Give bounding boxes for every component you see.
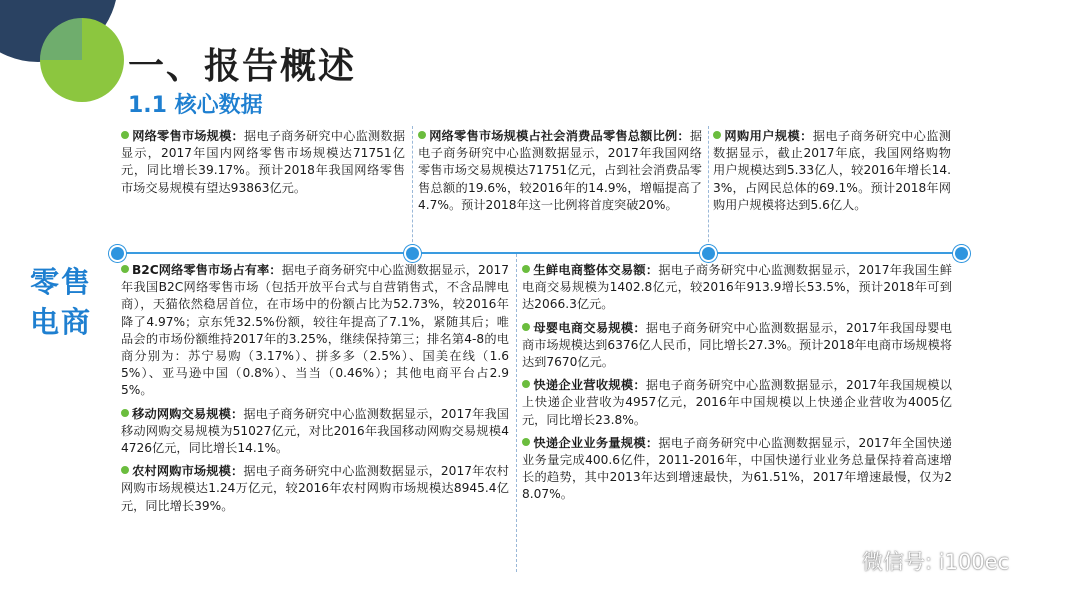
- timeline-node: [109, 245, 126, 262]
- stat-text: 据电子商务研究中心监测数据显示，2017年我国母婴电商市场规模达到6376亿人民币，同比增长27.3%。预计2018年电商市场规模将达到7670亿元。: [522, 320, 952, 370]
- timeline-node: [404, 245, 421, 262]
- stat-heading: 农村网购市场规模：: [132, 464, 244, 479]
- stat-item: [121, 262, 509, 400]
- bullet-icon: [121, 409, 129, 417]
- stat-text: 据电子商务研究中心监测数据显示，2017年全国快递业务量完成400.6亿件，2011-2016年，中国快递行业业务总量保持着高速增长的趋势，其中2013年达到增速最快，为61.51%，2017年增速最慢，仅为28.07%。: [522, 435, 952, 502]
- corner-decoration: [0, 0, 140, 140]
- stat-text: 据电子商务研究中心监测数据显示，2017年我国移动网购交易规模为51027亿元，对比2016年我国移动网购交易规模44726亿元，同比增长14.1%。: [121, 406, 509, 456]
- stat-heading: 移动网购交易规模：: [132, 406, 244, 421]
- stat-text: 据电子商务研究中心监测数据显示，2017年我国B2C网络零售市场（包括开放平台式与自营销售式，不含品牌电商），天猫依然稳居首位，在市场中的份额占比为52.73%，较2016年降了4.97%；京东凭32.5%份额，较往年提高了7.1%，紧随其后；唯品会的市场份额维持2017年的3.25%，继续保持第三；排名第4-8的电商分别为：苏宁易购（3.17%）、拼多多（2.5%）、国美在线（1.65%）、亚马逊中国（0.8%）、当当（0.46%）；其他电商平台占2.95%。: [121, 263, 509, 398]
- stat-text: 据电子商务研究中心监测数据显示，2017年我国生鲜电商交易规模为1402.8亿元，较2016年913.9增长53.5%，预计2018年可到达2066.3亿元。: [522, 263, 952, 312]
- stat-heading: 网购用户规模：: [724, 129, 813, 143]
- bullet-icon: [121, 466, 129, 474]
- stat-text: 据电子商务研究中心监测数据显示，2017年农村网购市场规模达1.24万亿元，较2016年农村网购市场规模达8945.4亿元，同比增长39%。: [121, 464, 509, 513]
- divider-vertical-1: [412, 126, 413, 252]
- stat-heading: 网络零售市场规模占社会消费品零售总额比例：: [429, 129, 690, 143]
- stat-item: [418, 128, 702, 214]
- stat-item: [522, 435, 952, 504]
- divider-vertical-3: [516, 254, 517, 572]
- side-category-label: 零售电商: [30, 265, 93, 339]
- wechat-watermark: [822, 544, 1009, 578]
- bullet-icon: [522, 323, 530, 331]
- stat-item: [121, 128, 405, 197]
- timeline-node: [953, 245, 970, 262]
- stat-item: [121, 463, 509, 515]
- stat-text: 据电子商务研究中心监测数据显示，截止2017年底，我国网络购物用户规模达到5.33亿人，较2016年增长14.3%，占网民总体的69.1%。预计2018年网购用户规模将达到5.6亿人。: [713, 129, 952, 212]
- stat-heading: B2C网络零售市场占有率：: [132, 263, 282, 277]
- bullet-icon: [121, 265, 129, 273]
- bullet-icon: [522, 265, 530, 273]
- stat-item: [121, 406, 509, 458]
- divider-vertical-2: [708, 126, 709, 252]
- bullet-icon: [121, 131, 129, 139]
- stat-heading: 网络零售市场规模：: [132, 129, 244, 143]
- stat-heading: 母婴电商交易规模：: [533, 320, 646, 335]
- stat-text: 据电子商务研究中心监测数据显示，2017年我国网络零售市场交易规模达71751亿元，占到社会消费品零售总额的19.6%，较2016年的14.9%，增幅提高了4.7%。预计2018年这一比例将首度突破20%。: [418, 129, 702, 212]
- cell-top-mid: [418, 128, 702, 220]
- stat-item: [522, 262, 952, 314]
- page-title: 一、报告概述: [128, 46, 357, 87]
- watermark-text: 微信号: i100ec: [862, 550, 1010, 574]
- stat-text: 据电子商务研究中心监测数据显示，2017年我国规模以上快递企业营收为4957亿元，2016年中国规模以上快递企业营收为4005亿元，同比增长23.8%。: [522, 378, 952, 427]
- stat-heading: 生鲜电商整体交易额：: [533, 263, 659, 277]
- bullet-icon: [522, 380, 530, 388]
- bullet-icon: [522, 438, 530, 446]
- stat-heading: 快递企业业务量规模：: [533, 435, 659, 450]
- stat-text: 据电子商务研究中心监测数据显示，2017年国内网络零售市场规模达71751亿元，同比增长39.17%。预计2018年我国网络零售市场交易规模有望达93863亿元。: [121, 129, 406, 195]
- divider-horizontal: [117, 252, 961, 254]
- stat-item: [522, 320, 952, 372]
- cell-top-left: [121, 128, 405, 203]
- bullet-icon: [713, 131, 721, 139]
- stat-heading: 快递企业营收规模：: [533, 378, 646, 393]
- cell-bottom-left: [121, 262, 509, 521]
- timeline-node: [700, 245, 717, 262]
- bullet-icon: [418, 131, 426, 139]
- wechat-icon: [822, 546, 856, 576]
- stat-item: [713, 128, 951, 214]
- section-subtitle: 1.1 核心数据: [128, 93, 263, 118]
- stat-item: [522, 377, 952, 429]
- cell-bottom-right: [522, 262, 952, 510]
- cell-top-right: [713, 128, 951, 220]
